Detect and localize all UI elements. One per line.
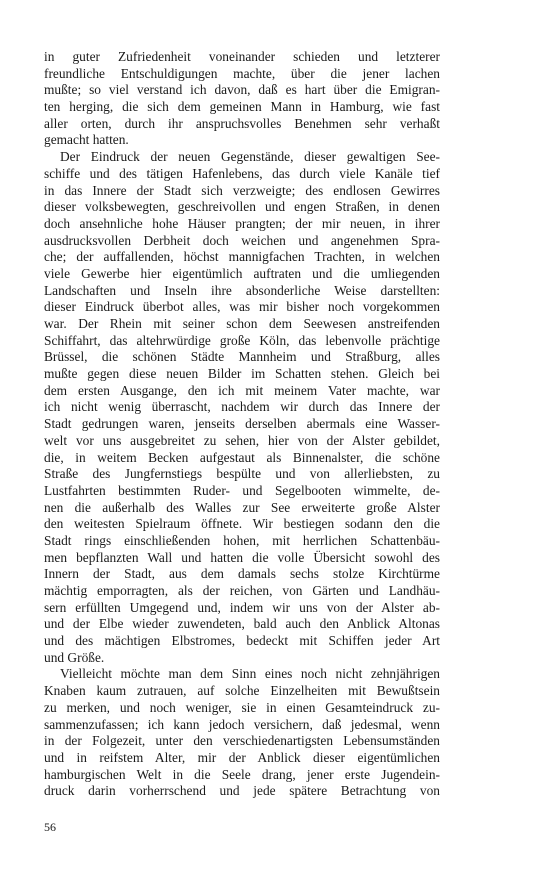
text-line: gemacht hatten. [44,132,129,148]
paragraph [44,666,440,800]
text-line: Knaben kaum zutrauen, auf solche Einzelheiten mit Bewußtsein [44,683,440,699]
text-line: Vielleicht möchte man dem Sinn eines noch nicht zehnjährigen [60,666,440,682]
text-line: welt vor uns ausgebreitet zu sehen, hier von der Alster gebildet, [44,432,440,448]
text-line: Stadt gedrungen waren, jenseits derselben abermals eine Wasser- [44,416,440,432]
text-line: Stadt rings einschließenden hohen, mit herrlichen Schattenbäu- [44,532,440,548]
text-line: in das Innere der Stadt sich verzweigte; des endlosen Gewirres [44,182,440,198]
text-line: dieser volksbewegten, geschreivollen und engen Straßen, in denen [44,199,440,215]
text-line: zu merken, und noch weniger, sie in einen Gesamteindruck zu- [44,699,440,715]
text-line: und in reifstem Alter, mir der Anblick dieser eigentümlichen [44,749,440,765]
text-line: Brüssel, die schönen Städte Mannheim und Straßburg, alles [44,349,440,365]
text-line: und des mächtigen Elbstromes, bedeckt mit Schiffen jeder Art [44,633,440,649]
text-line: war. Der Rhein mit seiner schon dem Seewesen anstreifenden [44,316,440,331]
text-line: dem ersten Ausgange, den ich mit meinem Vater machte, war [44,382,440,398]
text-line: in der Folgezeit, unter den verschiedenartigsten Lebensumständen [44,733,440,749]
paragraph [44,149,440,666]
text-line: hamburgischen Welt in die Seele drang, jener erste Jugendein- [44,766,440,782]
text-line: Lustfahrten bestimmten Ruder- und Segelbooten wimmelte, de- [44,482,440,498]
text-line: nen die außerhalb des Walles zur See erweiterte große Alster [44,499,440,515]
text-line: ich nicht wenig überrascht, nachdem wir durch das Innere der [44,399,440,415]
text-line: mußte; so viel verstand ich davon, daß es hart über die Emigran- [44,82,440,98]
text-line: mächtig emporragten, als der reichen, von Gärten und Landhäu- [44,583,440,598]
text-line: die, in weitem Becken aufgestaut als Binnenalster, die schöne [44,449,440,465]
text-line: doch ansehnliche hohe Häuser prangten; der mir neuen, in ihrer [44,215,440,231]
text-line: und Größe. [44,649,105,665]
text-line: sern erfüllten Umgegend und, indem wir uns von der Alster ab- [44,599,440,615]
text-line: men bepflanzten Wall und hatten die volle Übersicht sowohl des [44,549,440,565]
text-line: freundliche Entschuldigungen machte, über die jener lachen [44,65,440,81]
text-line: mußte gegen diese neuen Bilder im Schatten stehen. Gleich bei [44,366,440,382]
paragraph [44,49,440,149]
body-text [44,49,440,800]
text-line: in guter Zufriedenheit voneinander schieden und letzterer [44,49,440,64]
text-line: Schiffahrt, das altehrwürdige große Köln, das lebenvolle prächtige [44,332,440,348]
text-line: ten herging, die sich dem gemeinen Mann in Hamburg, wie fast [44,99,440,115]
text-line: sammenzufassen; ich kann jedoch versichern, daß jedesmal, wenn [44,716,440,732]
text-line: ausdrucksvollen Derbheit doch weichen und angenehmen Spra- [44,232,440,248]
text-line: Landschaften und Inseln ihre absonderliche Weise darstellten: [44,282,440,298]
text-line: druck darin vorherrschend und jede spätere Betrachtung von [44,783,440,799]
text-line: viele Gewerbe hier eigentümlich auftraten und die umliegenden [44,265,440,281]
page-number: 56 [44,820,56,834]
text-line: Innern der Stadt, aus dem damals sechs stolze Kirchtürme [44,566,440,582]
text-line: Der Eindruck der neuen Gegenstände, dieser gewaltigen See- [60,149,440,165]
text-line: den weitesten Spielraum öffnete. Wir bestiegen sodann den die [44,516,440,532]
text-line: che; der auffallenden, höchst mannigfachen Trachten, in welchen [44,249,440,265]
text-line: und der Elbe wieder zuwendeten, bald auch den Anblick Altonas [44,616,440,632]
text-line: dieser Eindruck überbot alles, was mir bisher noch vorgekommen [44,299,440,315]
text-line: Straße des Jungfernstiegs bespülte und von allerliebsten, zu [44,466,440,482]
text-line: schiffe und des tätigen Hafenlebens, das durch viele Kanäle tief [44,165,440,181]
text-line: aller orten, durch ihr anspruchsvolles Benehmen sehr verhaßt [44,115,440,131]
